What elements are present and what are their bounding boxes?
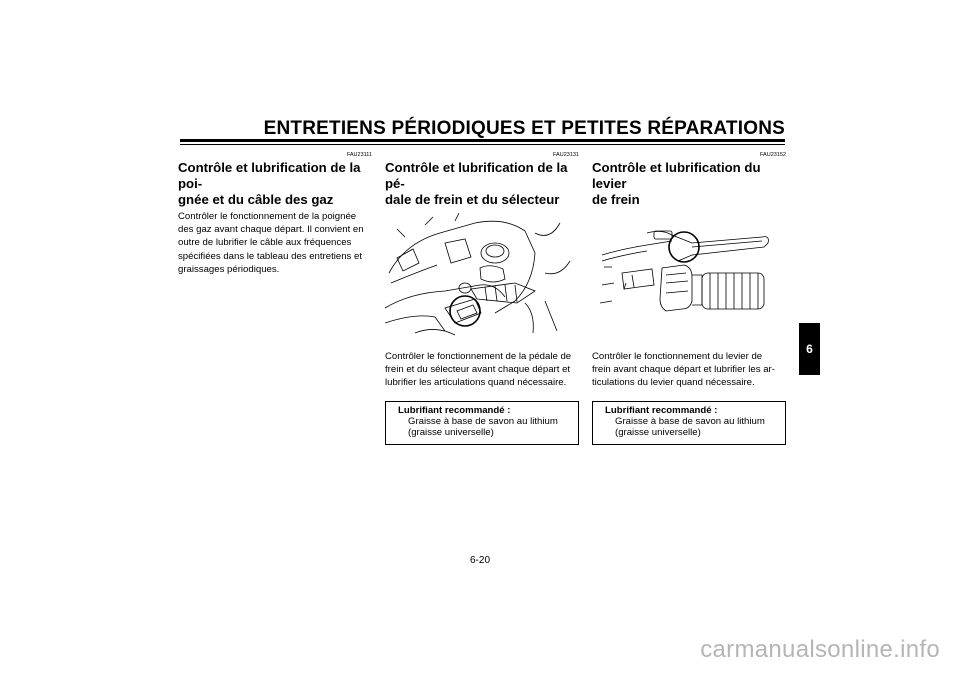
lubricant-title: Lubrifiant recommandé : xyxy=(605,404,718,416)
lubricant-box xyxy=(592,401,786,445)
body-line: outre de lubrifier le câble aux fréquences xyxy=(178,237,352,249)
body-line: frein avant chaque départ et lubrifier les ar- xyxy=(592,364,775,376)
heading-line: Contrôle et lubrification du levier xyxy=(592,160,761,191)
section-body xyxy=(592,350,786,390)
pedal-illustration xyxy=(385,213,579,340)
section-brake-lever xyxy=(592,152,786,445)
body-line: spécifiées dans le tableau des entretiens et xyxy=(178,250,363,262)
section-brake-pedal-shift xyxy=(385,152,579,445)
lubricant-line: (graisse universelle) xyxy=(408,426,494,438)
pedal-drawing xyxy=(385,213,579,340)
heading-line: gnée et du câble des gaz xyxy=(178,192,334,207)
lubricant-line: Graisse à base de savon au lithium xyxy=(408,415,558,427)
body-line: Contrôler le fonctionnement de la pédale de xyxy=(385,351,572,362)
body-line: des gaz avant chaque départ. Il convient en xyxy=(178,224,364,236)
chapter-tab: 6 xyxy=(799,323,820,375)
brake-lever-drawing xyxy=(592,213,786,340)
section-body xyxy=(385,350,579,390)
section-code: FAU23111 xyxy=(346,152,372,158)
section-heading xyxy=(385,160,579,208)
body-line: Contrôler le fonctionnement de la poignée xyxy=(178,211,357,222)
section-code: FAU23152 xyxy=(760,152,786,158)
section-heading xyxy=(178,160,372,208)
section-body xyxy=(178,210,372,276)
page-header-title: ENTRETIENS PÉRIODIQUES ET PETITES RÉPARATIONS xyxy=(263,118,785,139)
body-line: graissages périodiques. xyxy=(178,263,280,275)
section-throttle xyxy=(178,152,372,276)
watermark-text: carmanualsonline.info xyxy=(700,636,940,663)
header-rule-thin xyxy=(180,144,785,145)
heading-line: Contrôle et lubrification de la pé- xyxy=(385,160,568,191)
lubricant-title: Lubrifiant recommandé : xyxy=(398,404,511,416)
body-line: frein et du sélecteur avant chaque départ et xyxy=(385,364,571,376)
lubricant-line: Graisse à base de savon au lithium xyxy=(615,415,765,427)
lubricant-line: (graisse universelle) xyxy=(615,426,701,438)
body-line: ticulations du levier quand nécessaire. xyxy=(592,377,755,389)
header-rule-thick xyxy=(180,139,785,142)
brake-lever-illustration xyxy=(592,213,786,340)
lubricant-box xyxy=(385,401,579,445)
heading-line: Contrôle et lubrification de la poi- xyxy=(178,160,361,191)
page-number: 6-20 xyxy=(469,555,490,566)
heading-line: de frein xyxy=(592,192,640,207)
body-line: lubrifier les articulations quand nécessaire. xyxy=(385,377,567,389)
body-line: Contrôler le fonctionnement du levier de xyxy=(592,351,763,362)
section-heading xyxy=(592,160,786,208)
section-code: FAU23131 xyxy=(553,152,579,158)
heading-line: dale de frein et du sélecteur xyxy=(385,192,560,207)
